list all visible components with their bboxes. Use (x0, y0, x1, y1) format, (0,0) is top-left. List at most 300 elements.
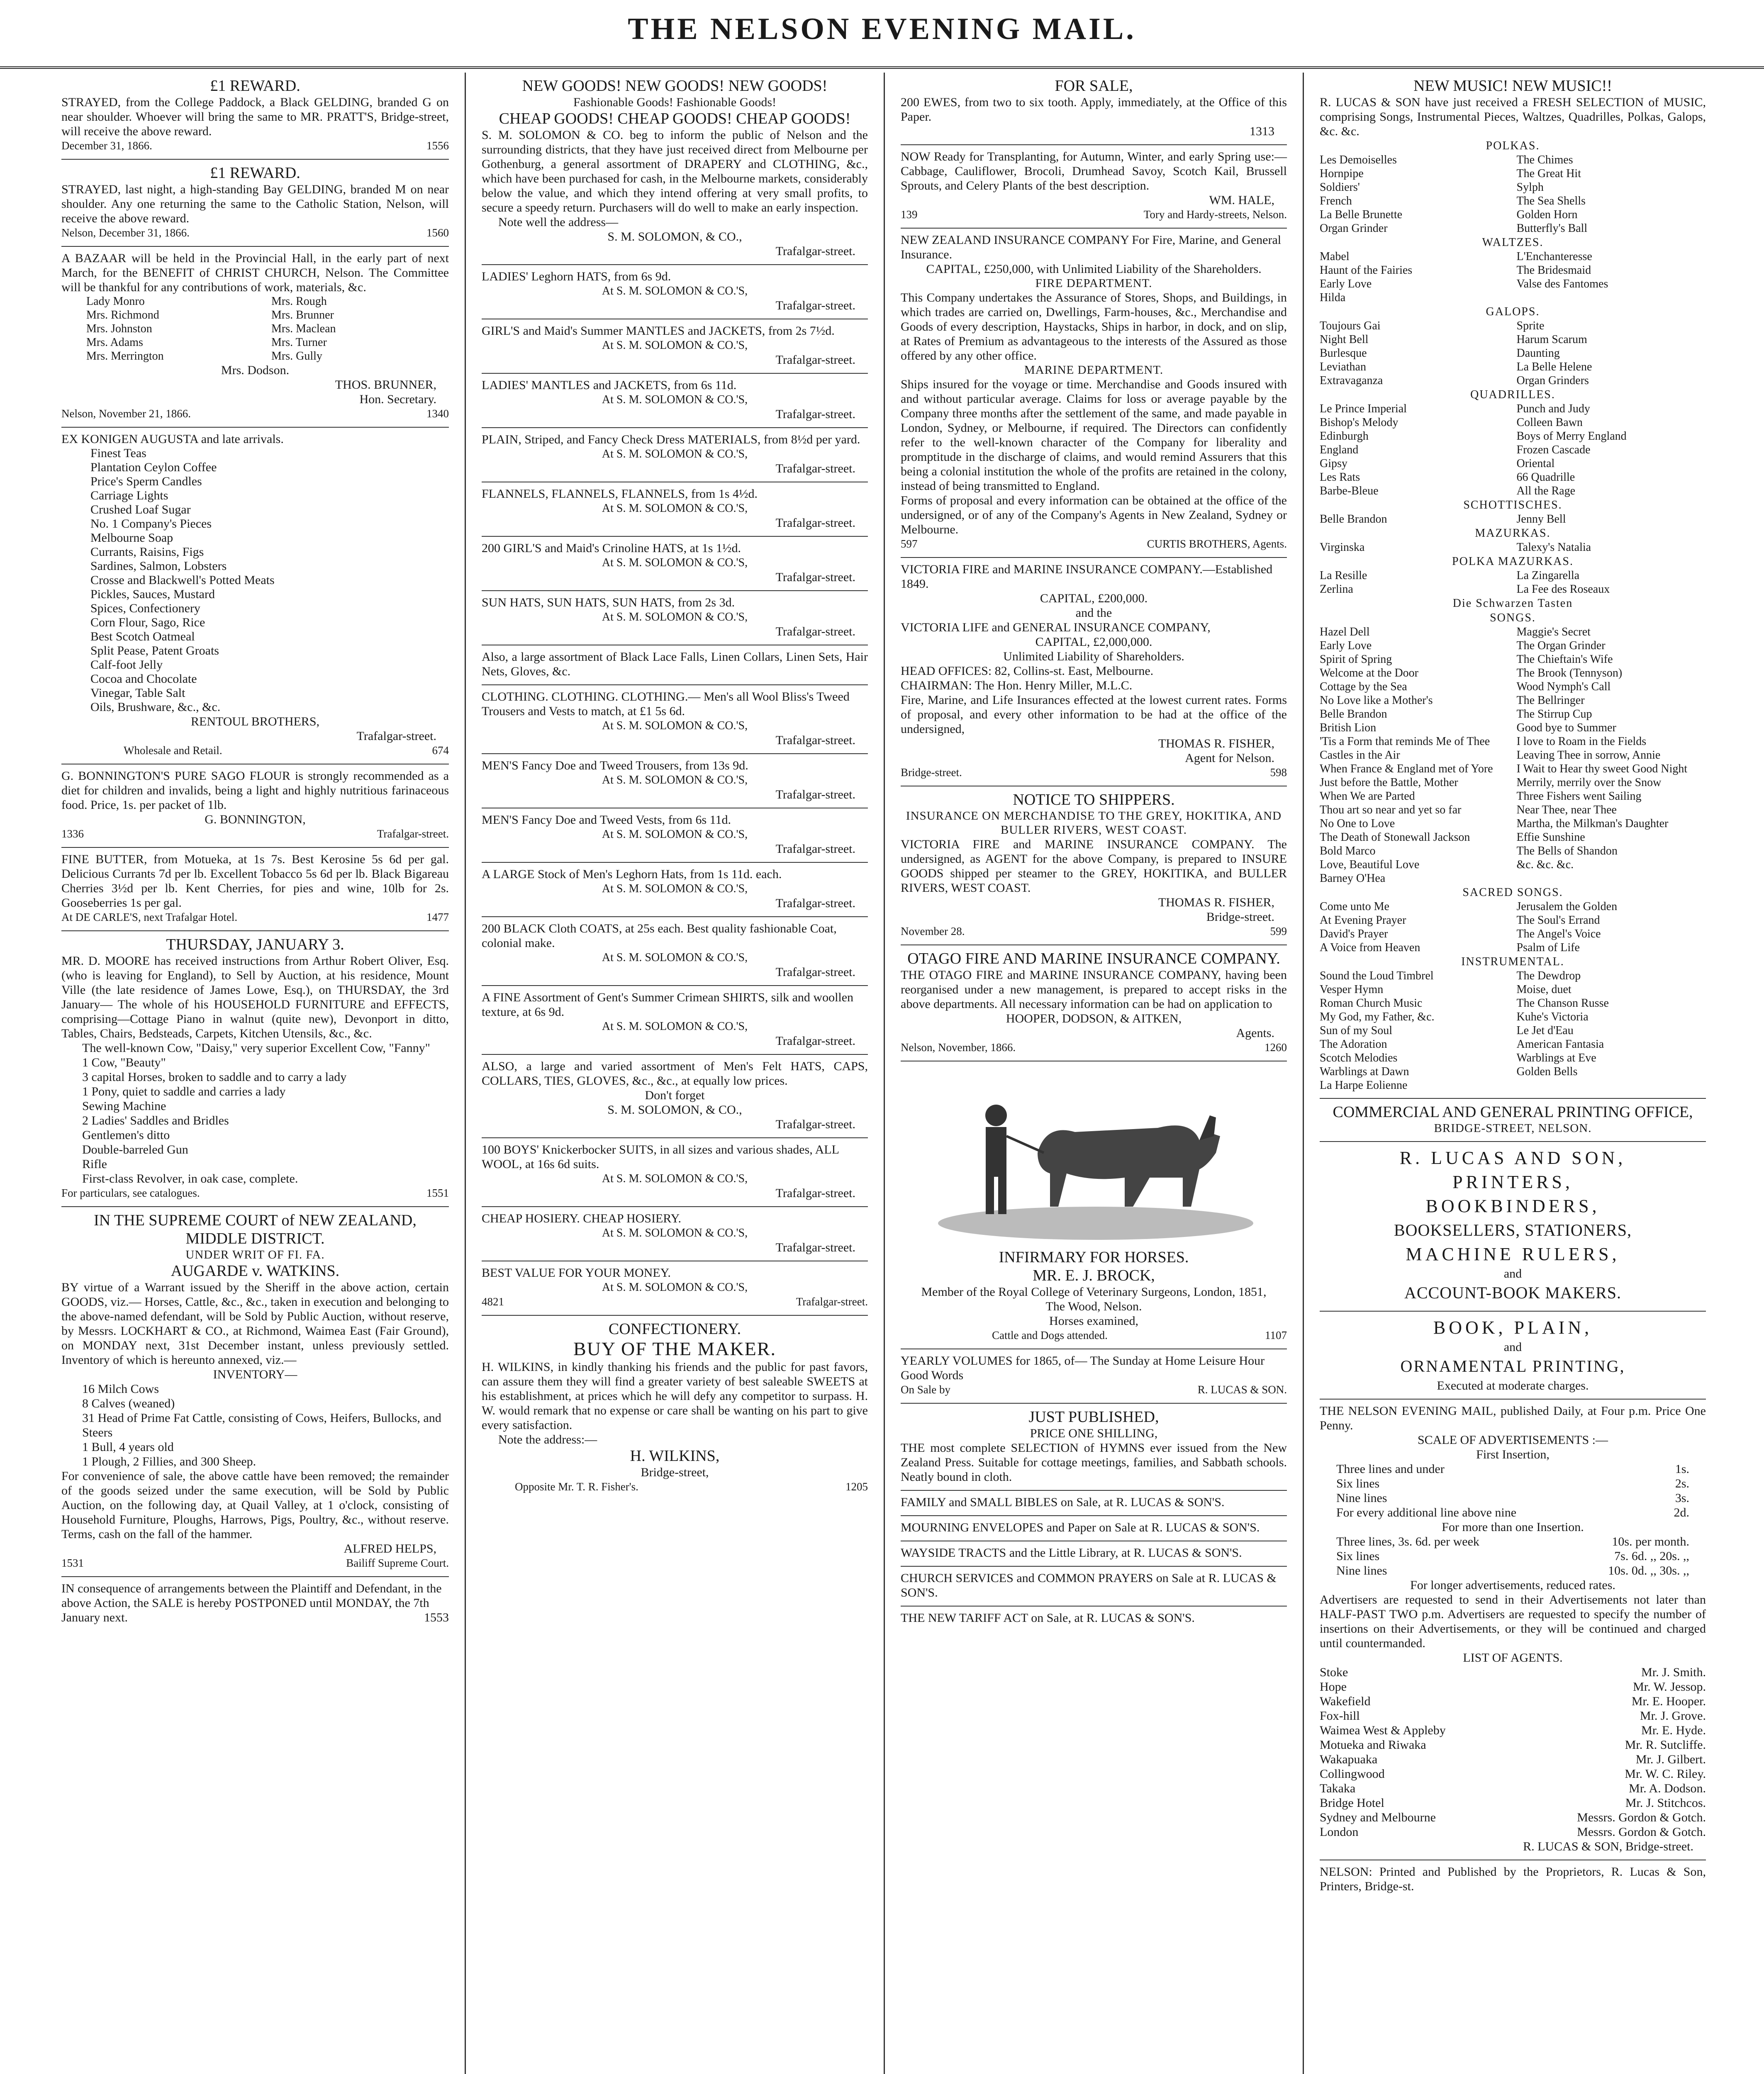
list-item: Finest Teas (90, 446, 146, 460)
agent-place: Stoke (1320, 1665, 1348, 1679)
music-section-title: POLKAS. (1486, 139, 1540, 152)
ad-body: LADIES' MANTLES and JACKETS, from 6s 11d. (482, 378, 737, 392)
music-title: Wood Nymph's Call (1516, 680, 1611, 693)
music-title: Near Thee, near Thee (1516, 803, 1617, 816)
ad-foot: At DE CARLE'S, next Trafalgar Hotel. (61, 911, 238, 923)
agent-row (1320, 1752, 1706, 1767)
music-title: Sun of my Soul (1320, 1024, 1393, 1037)
ad-ref: 1313 (1250, 124, 1274, 138)
music-title: Kuhe's Victoria (1516, 1010, 1589, 1023)
ad-signer: At S. M. SOLOMON & CO.'S, (602, 448, 748, 460)
ad-body: This Company undertakes the Assurance of Stores, Shops, and Buildings, in which trades are carried on, Dwellings, Farm-houses, &c., Merchandise and Goods of every description, Haystacks, Ships in harbor, in dock, and on slip, at Rates of Premium as advantageous to the interests of the Assured as those offered by any other office. (901, 291, 1287, 363)
ad-ref: 598 (1270, 766, 1287, 779)
solomon-item (482, 1138, 868, 1207)
column-4 (1303, 73, 1722, 2074)
music-title-list (1320, 250, 1706, 304)
ad-note: Note the address:— (498, 1433, 597, 1446)
ad-signer: At S. M. SOLOMON & CO.'S, (602, 882, 748, 895)
music-title-list (1320, 319, 1706, 387)
ad-ref-line (482, 1295, 868, 1309)
solomon-item (482, 808, 868, 863)
ad-ref: 1336 (61, 828, 84, 840)
music-title: Warblings at Eve (1516, 1052, 1596, 1064)
music-title: Moise, duet (1516, 983, 1572, 996)
ad-ref: 4821 (482, 1295, 504, 1308)
rate-value: 2d. (1674, 1506, 1689, 1519)
ad-title: THURSDAY, JANUARY 3. (166, 936, 344, 953)
music-title: No One to Love (1320, 817, 1395, 830)
horse-engraving (901, 1070, 1287, 1244)
ad-headline: CHEAP GOODS! CHEAP GOODS! CHEAP GOODS! (499, 110, 851, 127)
ad-body: VICTORIA FIRE and MARINE INSURANCE COMPANY. The undersigned, as AGENT for the above Company, is prepared to INSURE GOODS shipped per steamer to the GREY, HOKITIKA, and BULLER RIVERS, WEST COAST. (901, 837, 1287, 895)
music-section-title: SACRED SONGS. (1462, 886, 1563, 899)
music-title: Organ Grinder (1320, 222, 1388, 235)
agent-name: Mr. J. Gilbert. (1635, 1753, 1706, 1766)
ad-signer: THOS. BRUNNER, (335, 378, 436, 392)
list-item: 16 Milch Cows (82, 1382, 159, 1396)
ad-date: November 28. (901, 925, 965, 937)
ad-street: Trafalgar-street. (775, 625, 855, 638)
victoria-insurance-ad (901, 558, 1287, 786)
ad-body: IN consequence of arrangements between the Plaintiff and Defendant, in the above Action, the SALE is hereby POSTPONED until MONDAY, the 7th January next. (61, 1582, 442, 1624)
ad-ref: 1556 (426, 139, 449, 152)
agent-name: Mr. J. Smith. (1641, 1665, 1706, 1679)
ad-signer: At S. M. SOLOMON & CO.'S, (602, 1172, 748, 1185)
music-title: Martha, the Milkman's Daughter (1516, 817, 1669, 830)
music-title: French (1320, 195, 1352, 207)
music-title-list (1320, 153, 1706, 235)
music-title: Frozen Cascade (1516, 443, 1591, 456)
ad-body: 200 EWES, from two to six tooth. Apply, immediately, at the Office of this Paper. (901, 95, 1287, 124)
music-title: La Resille (1320, 569, 1367, 582)
music-title: The Great Hit (1516, 167, 1581, 180)
list-item: Sewing Machine (82, 1099, 166, 1113)
music-title: Les Rats (1320, 471, 1360, 484)
ad-body: FAMILY and SMALL BIBLES on Sale, at R. LUCAS & SON'S. (901, 1495, 1225, 1509)
music-title: Belle Brandon (1320, 513, 1387, 526)
music-title: The Brook (Tennyson) (1516, 667, 1623, 679)
music-title: Love, Beautiful Love (1320, 858, 1420, 871)
ad-title: FOR SALE, (1055, 77, 1133, 95)
ad-body: STRAYED, last night, a high-standing Bay GELDING, branded M on near shoulder. Any one returning the same to the Catholic Station, Nelson, will receive the above reward. (61, 183, 449, 225)
ad-body: H. WILKINS, in kindly thanking his friends and the public for past favors, can assure them they will find a greater variety of best saleable SWEETS at his establishment, at prices which he will defy any competitor to surpass. H. W. would remark that no expense or care shall be wanting on his part to give every satisfaction. (482, 1360, 868, 1432)
solomon-lace (482, 645, 868, 685)
wilkins-ad (482, 1316, 868, 1500)
music-title: Good bye to Summer (1516, 721, 1616, 734)
music-title: Mabel (1320, 250, 1350, 263)
music-title: 'Tis a Form that reminds Me of Thee (1320, 735, 1490, 748)
ad-signer: At S. M. SOLOMON & CO.'S, (602, 339, 748, 352)
ad-role: Bailiff Supreme Court. (346, 1557, 449, 1569)
list-item: Best Scotch Oatmeal (90, 630, 195, 643)
ad-title: JUST PUBLISHED, (1028, 1408, 1159, 1426)
agent-name: Mr. J. Stitchcos. (1625, 1796, 1706, 1810)
supreme-court-ad (61, 1207, 449, 1577)
music-title: Welcome at the Door (1320, 667, 1418, 679)
music-title: England (1320, 443, 1359, 456)
agent-row (1320, 1694, 1706, 1709)
music-title: Sprite (1516, 319, 1545, 332)
rate-value: 10s. per month. (1612, 1535, 1689, 1548)
ad-ref-line (61, 910, 449, 925)
ad-ref: 1205 (845, 1480, 868, 1493)
rate-row (1320, 1476, 1706, 1491)
list-item: Oils, Brushware, &c., &c. (90, 700, 221, 714)
rate-row (1320, 1462, 1706, 1476)
music-ad (1320, 73, 1706, 1099)
tariff-ad (901, 1607, 1287, 1631)
music-title: 66 Quadrille (1516, 471, 1575, 484)
music-title: Psalm of Life (1516, 941, 1580, 954)
ad-signer: At S. M. SOLOMON & CO.'S, (602, 502, 748, 515)
agent-row (1320, 1825, 1706, 1839)
ad-title: £1 REWARD. (210, 77, 300, 95)
ad-subtitle: INSURANCE ON MERCHANDISE TO THE GREY, HOKITIKA, AND BULLER RIVERS, WEST COAST. (906, 809, 1282, 837)
music-sections (1320, 139, 1706, 1092)
music-title: Hazel Dell (1320, 626, 1370, 638)
music-title: The Angel's Voice (1516, 927, 1601, 940)
ad-street: Trafalgar-street. (356, 729, 436, 743)
music-title: The Bellringer (1516, 694, 1585, 707)
ad-street: Trafalgar-street. (775, 1241, 855, 1254)
music-title: Talexy's Natalia (1516, 541, 1591, 554)
solomon-item (482, 754, 868, 808)
ad-ref-line (61, 827, 449, 841)
ad-foot: Tory and Hardy-streets, Nelson. (1143, 208, 1287, 221)
ad-signer: At S. M. SOLOMON & CO.'S, (602, 1020, 748, 1033)
inventory-list (61, 1382, 449, 1469)
music-title: The Adoration (1320, 1038, 1387, 1051)
ad-body: CLOTHING. CLOTHING. CLOTHING.— Men's all Wool Bliss's Tweed Trousers and Vests to match, at £1 5s 6d. (482, 690, 850, 718)
ad-ref-line (61, 226, 449, 240)
ad-subtitle: BRIDGE-STREET, NELSON. (1434, 1122, 1592, 1135)
ad-signer: MR. E. J. BROCK, (1033, 1267, 1155, 1284)
ad-role: Agents. (1236, 1026, 1274, 1040)
agent-place: Takaka (1320, 1782, 1356, 1795)
committee-member: Mrs. Maclean (271, 322, 336, 335)
rate-row (1320, 1534, 1706, 1549)
music-title: Barbe-Bleue (1320, 484, 1379, 497)
ad-body: G. BONNINGTON'S PURE SAGO FLOUR is strongly recommended as a diet for children and invalids, being a light and highly nutritious farinaceous food. Price, 1s. per packet of 1lb. (61, 769, 449, 812)
rates-table-2 (1320, 1534, 1706, 1578)
ad-title: VICTORIA LIFE and GENERAL INSURANCE COMPANY, (901, 621, 1211, 634)
auction-ad (61, 931, 449, 1207)
printers-line: BOOKSELLERS, STATIONERS, (1394, 1221, 1632, 1239)
ad-ref-line (61, 1556, 449, 1570)
ad-signer: At S. M. SOLOMON & CO.'S, (602, 393, 748, 406)
agent-name: Mr. W. Jessop. (1633, 1680, 1706, 1694)
music-title: Belle Brandon (1320, 708, 1387, 721)
agent-place: London (1320, 1825, 1359, 1839)
music-title-list (1320, 625, 1706, 885)
ad-note: and the (1075, 606, 1112, 620)
music-title: Boys of Merry England (1516, 430, 1627, 443)
ad-street: Trafalgar-street. (775, 965, 855, 979)
ad-ref-line (901, 537, 1287, 551)
ad-body: Cattle and Dogs attended. (992, 1329, 1108, 1341)
music-title: Soldiers' (1320, 181, 1360, 194)
rate-row (1320, 1549, 1706, 1563)
nz-insurance-ad (901, 229, 1287, 558)
ad-title: NOTICE TO SHIPPERS. (1013, 791, 1175, 808)
music-title: Haunt of the Fairies (1320, 264, 1413, 277)
agent-place: Fox-hill (1320, 1709, 1360, 1723)
infirmary-ad (901, 1061, 1287, 1349)
list-item: Corn Flour, Sago, Rice (90, 616, 205, 629)
printing-office-ad (1320, 1099, 1706, 1142)
section-title: MARINE DEPARTMENT. (1024, 363, 1164, 377)
ad-signer: H. WILKINS, (630, 1447, 720, 1465)
music-title: The Bells of Shandon (1516, 845, 1618, 857)
music-title: David's Prayer (1320, 927, 1388, 940)
committee-member: Mrs. Johnston (86, 322, 152, 335)
ad-ref: 1553 (424, 1611, 449, 1624)
ad-signer: WM. HALE, (1209, 193, 1274, 207)
ad-body: Member of the Royal College of Veterinary Surgeons, London, 1851, (921, 1285, 1267, 1299)
rate-label: Nine lines (1336, 1564, 1387, 1577)
inventory-title: INVENTORY— (213, 1368, 297, 1381)
music-section-title: GALOPS. (1486, 305, 1540, 318)
ad-headline: Fashionable Goods! Fashionable Goods! (573, 95, 777, 109)
ad-role: Agent for Nelson. (1185, 751, 1274, 765)
agent-name: Messrs. Gordon & Gotch. (1577, 1811, 1706, 1824)
ad-capital: CAPITAL, £200,000. (1040, 592, 1148, 605)
music-title: Les Demoiselles (1320, 153, 1397, 166)
yearly-volumes-ad (901, 1349, 1287, 1404)
ad-subtitle: UNDER WRIT OF FI. FA. (185, 1248, 325, 1261)
ad-signer: At S. M. SOLOMON & CO.'S, (602, 556, 748, 569)
sago-ad (61, 764, 449, 848)
ad-foot: Opposite Mr. T. R. Fisher's. (515, 1480, 638, 1493)
rate-value: 10s. 0d. ,, 30s. ,, (1608, 1564, 1689, 1577)
ad-ref: 674 (432, 744, 449, 757)
ad-body: A FINE Assortment of Gent's Summer Crimean SHIRTS, silk and woollen texture, at 6s 9d. (482, 991, 854, 1019)
music-title: Scotch Melodies (1320, 1052, 1398, 1064)
printers-line: and (1503, 1267, 1522, 1280)
agent-place: Motueka and Riwaka (1320, 1738, 1426, 1752)
ad-body: A LARGE Stock of Men's Leghorn Hats, from 1s 11d. each. (482, 867, 782, 881)
music-title: Castles in the Air (1320, 749, 1400, 762)
ad-body: 100 BOYS' Knickerbocker SUITS, in all sizes and various shades, ALL WOOL, at 16s 6d suits. (482, 1143, 839, 1171)
ad-body: R. LUCAS & SON have just received a FRESH SELECTION of MUSIC, comprising Songs, Instrumental Pieces, Waltzes, Quadrilles, Polkas, Galops, &c. &c. (1320, 95, 1706, 138)
ad-title: CONFECTIONERY. (608, 1320, 741, 1338)
music-title (1517, 1078, 1706, 1092)
ad-body: FINE BUTTER, from Motueka, at 1s 7s. Best Kerosine 5s 6d per gal. Delicious Currants 7d per lb. Excellent Tobacco 5s 6d per lb. Black Bigareau Cherries 3½d per lb. Kent Cherries, for pies and wine, 10lb for 2s. Gooseberries 1s per gal. (61, 852, 449, 910)
ad-body: 200 BLACK Cloth COATS, at 25s each. Best quality fashionable Coat, colonial make. (482, 922, 837, 950)
ad-ref-line (901, 207, 1287, 222)
list-item: Calf-foot Jelly (90, 658, 163, 672)
music-title: Early Love (1320, 278, 1372, 290)
list-item: Split Pease, Patent Groats (90, 644, 219, 657)
music-title: The Organ Grinder (1516, 639, 1606, 652)
music-title: The Chieftain's Wife (1516, 653, 1613, 666)
rate-row (1320, 1563, 1706, 1578)
church-services-ad (901, 1567, 1287, 1607)
music-title: Jerusalem the Golden (1516, 900, 1618, 913)
list-item: No. 1 Company's Pieces (90, 517, 212, 531)
ad-signer: THOMAS R. FISHER, (1158, 896, 1274, 909)
ad-street: Trafalgar-street. (775, 353, 855, 367)
shippers-notice-ad (901, 786, 1287, 945)
ad-body: YEARLY VOLUMES for 1865, of— The Sunday at Home Leisure Hour Good Words (901, 1354, 1265, 1382)
printers-line: PRINTERS, (1452, 1172, 1573, 1192)
printers-line: R. LUCAS AND SON, (1399, 1148, 1626, 1168)
rate-value: 2s. (1675, 1477, 1689, 1490)
ad-offices: HEAD OFFICES: 82, Collins-st. East, Melbourne. (901, 664, 1154, 678)
evening-mail-ad (1320, 1400, 1706, 1860)
music-title: La Belle Helene (1516, 360, 1592, 373)
column-3 (884, 73, 1303, 2074)
music-title: Thou art so near and yet so far (1320, 803, 1462, 816)
scale-subtitle: First Insertion, (1476, 1448, 1550, 1461)
agent-name: Mr. R. Sutcliffe. (1625, 1738, 1706, 1752)
rate-label: Six lines (1336, 1477, 1380, 1490)
ad-ref: 1531 (61, 1557, 84, 1569)
music-title: La Fee des Roseaux (1516, 583, 1610, 596)
music-title: &c. &c. &c. (1516, 858, 1574, 871)
music-title-list (1320, 969, 1706, 1092)
ad-street: Trafalgar-street. (775, 1186, 855, 1200)
case-title: AUGARDE v. WATKINS. (171, 1262, 340, 1280)
ad-body: STRAYED, from the College Paddock, a Black GELDING, branded G on near shoulder. Whoever will bring the same to MR. PRATT'S, Bridge-street, will receive the above reward. (61, 95, 449, 138)
ad-date: Nelson, November 21, 1866. (61, 407, 191, 420)
agent-row (1320, 1781, 1706, 1796)
printing-line: and (1503, 1340, 1522, 1354)
list-item: 3 capital Horses, broken to saddle and to carry a lady (82, 1070, 347, 1084)
ad-body: A BAZAAR will be held in the Provincial Hall, in the early part of next March, for the BENEFIT of CHRIST CHURCH, Nelson. The Committee will be thankful for any contributions of work, materials, &c. (61, 251, 449, 294)
music-title (1517, 871, 1706, 885)
list-item: The well-known Cow, "Daisy," very superior Excellent Cow, "Fanny" (82, 1041, 430, 1055)
ad-street: Trafalgar-street. (796, 1295, 868, 1308)
music-title: Vesper Hymn (1320, 983, 1384, 996)
music-title: When France & England met of Yore (1320, 762, 1493, 775)
music-title: The Chimes (1516, 153, 1573, 166)
music-title: Merrily, merrily over the Snow (1516, 776, 1662, 789)
music-title: Effie Sunshine (1516, 831, 1585, 844)
committee-member: Lady Monro (86, 295, 145, 308)
list-item: Gentlemen's ditto (82, 1128, 170, 1142)
agent-row (1320, 1796, 1706, 1810)
ad-note: Note well the address— (498, 215, 619, 229)
committee-member: Mrs. Brunner (271, 309, 334, 321)
music-section-title: Die Schwarzen Tasten (1452, 597, 1573, 610)
ad-body: Horses examined, (1049, 1314, 1138, 1328)
imprint-text: NELSON: Printed and Published by the Proprietors, R. Lucas & Son, Printers, Bridge-st. (1320, 1865, 1706, 1893)
solomon-item (482, 428, 868, 482)
music-title: A Voice from Heaven (1320, 941, 1420, 954)
list-item: Price's Sperm Candles (90, 475, 202, 488)
printers-line: ACCOUNT-BOOK MAKERS. (1404, 1283, 1622, 1302)
committee-member: Mrs. Turner (271, 336, 327, 349)
ad-body: Also, a large assortment of Black Lace Falls, Linen Collars, Linen Sets, Hair Nets, Gloves, &c. (482, 650, 868, 678)
list-item: 1 Pony, quiet to saddle and carries a lady (82, 1085, 286, 1098)
rate-label: Nine lines (1336, 1491, 1387, 1505)
ad-ref-line (901, 1040, 1287, 1055)
music-title: Extravaganza (1320, 374, 1383, 387)
ad-headline: BUY OF THE MAKER. (573, 1338, 776, 1359)
agent-place: Wakapuaka (1320, 1753, 1378, 1766)
ad-body: FLANNELS, FLANNELS, FLANNELS, from 1s 4½d. (482, 487, 758, 501)
ad-note: Unlimited Liability of Shareholders. (1003, 650, 1184, 663)
committee-member: Mrs. Adams (86, 336, 143, 349)
music-title: Come unto Me (1320, 900, 1389, 913)
ad-title: VICTORIA FIRE and MARINE INSURANCE COMPANY.—Established 1849. (901, 562, 1273, 591)
ad-street: Trafalgar-street. (775, 1034, 855, 1048)
music-title: Golden Horn (1516, 208, 1578, 221)
ad-street: Trafalgar-street. (775, 1117, 855, 1131)
music-title: Burlesque (1320, 347, 1367, 360)
ad-title: £1 REWARD. (210, 164, 300, 182)
ad-signer: At S. M. SOLOMON & CO.'S, (602, 951, 748, 964)
ad-street: Trafalgar-street. (775, 733, 855, 747)
ad-headline: NEW GOODS! NEW GOODS! NEW GOODS! (522, 77, 828, 95)
agent-row (1320, 1738, 1706, 1752)
music-title: I love to Roam in the Fields (1516, 735, 1647, 748)
ad-signer: RENTOUL BROTHERS, (190, 715, 320, 728)
reward-ad-1 (61, 73, 449, 160)
music-title: Cottage by the Sea (1320, 680, 1407, 693)
music-title: Warblings at Dawn (1320, 1065, 1409, 1078)
ad-foot: Wholesale and Retail. (124, 744, 222, 757)
list-item: Spices, Confectionery (90, 601, 200, 615)
music-title: Roman Church Music (1320, 997, 1423, 1010)
wayside-ad (901, 1541, 1287, 1567)
agent-row (1320, 1680, 1706, 1694)
ad-title: NEW MUSIC! NEW MUSIC!! (1413, 77, 1612, 95)
ad-body: The Wood, Nelson. (1045, 1300, 1142, 1313)
ad-body: ALSO, a large and varied assortment of Men's Felt HATS, CAPS, COLLARS, TIES, GLOVES, &c., &c., at equally low prices. (482, 1059, 868, 1088)
list-item: Crushed Loaf Sugar (90, 503, 191, 516)
otago-insurance-ad (901, 945, 1287, 1061)
solomon-item (482, 537, 868, 591)
music-title: Golden Bells (1516, 1065, 1578, 1078)
printing-line: BOOK, PLAIN, (1433, 1317, 1593, 1338)
list-item: First-class Revolver, in oak case, complete. (82, 1172, 298, 1185)
ad-ref-line (901, 924, 1287, 939)
rate-label: Six lines (1336, 1549, 1380, 1563)
agent-place: Sydney and Melbourne (1320, 1811, 1436, 1824)
music-section-title: WALTZES. (1482, 236, 1544, 249)
ad-signer: S. M. SOLOMON, & CO., (607, 1103, 742, 1117)
ad-date: Nelson, December 31, 1866. (61, 226, 190, 239)
music-title: The Soul's Errand (1516, 914, 1600, 927)
ad-body: LADIES' Leghorn HATS, from 6s 9d. (482, 270, 671, 283)
solomon-item (482, 319, 868, 374)
music-title: Sound the Loud Timbrel (1320, 969, 1434, 982)
music-title: American Fantasia (1516, 1038, 1604, 1051)
ad-body: CHEAP HOSIERY. CHEAP HOSIERY. (482, 1212, 681, 1225)
ad-body: Fire, Marine, and Life Insurances effected at the lowest current rates. Forms of proposal, and every other information to be had at the office of the undersigned, (901, 693, 1287, 736)
list-item: 1 Plough, 2 Fillies, and 300 Sheep. (82, 1455, 256, 1468)
music-title: Early Love (1320, 639, 1372, 652)
music-title: Valse des Fantomes (1516, 278, 1608, 290)
ad-street: Trafalgar-street. (775, 516, 855, 530)
ad-ref: 597 (901, 538, 918, 550)
ad-signer: HOOPER, DODSON, & AITKEN, (1006, 1012, 1182, 1025)
lot-list (61, 1041, 449, 1186)
ad-price: PRICE ONE SHILLING, (1030, 1426, 1158, 1440)
agent-place: Collingwood (1320, 1767, 1385, 1781)
ad-ref: 139 (901, 208, 918, 221)
music-title: Butterfly's Ball (1516, 222, 1588, 235)
music-title-list (1320, 402, 1706, 498)
music-title: Leaving Thee in sorrow, Annie (1516, 749, 1661, 762)
agent-name: Mr. W. C. Riley. (1625, 1767, 1706, 1781)
agent-place: Wakefield (1320, 1694, 1371, 1708)
ad-signer: At S. M. SOLOMON & CO.'S, (602, 719, 748, 732)
agent-place: Waimea West & Appleby (1320, 1723, 1446, 1737)
committee-member: Mrs. Merrington (86, 350, 164, 363)
